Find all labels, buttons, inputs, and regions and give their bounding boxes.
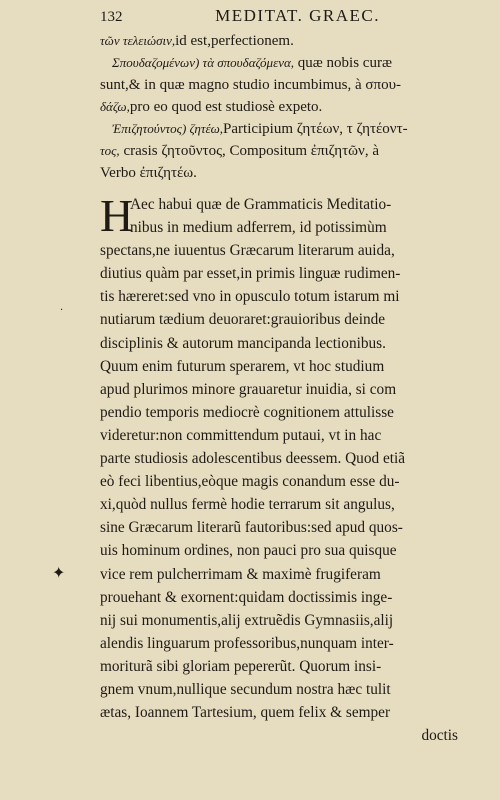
text-line: vice rem pulcherrimam & maximè frugiferam [100,565,381,583]
text-line: gnem vnum,nullique secundum nostra hæc tulit [100,680,391,698]
glossary-line [100,30,465,52]
ink-dot: ‧ [60,305,64,316]
text-line: tis hæreret:sed vno in opusculo totum istarum mi [100,288,400,306]
glossary-block [100,30,465,184]
greek-term: δάζω, [100,99,130,114]
glossary-line [100,162,465,184]
text-line: Quum enim futurum sperarem, vt hoc studium [100,357,385,375]
drop-cap-initial: H [100,190,134,241]
latin-gloss: quæ nobis curæ [297,55,392,71]
text-line: apud plurimos minore grauaretur inuidia, si com [100,380,397,398]
latin-gloss: Participium ζητέων, τ ζητέοντ- [223,121,408,137]
text-line: prouehant & exornent:quidam doctissimis inge- [100,588,393,606]
text-line: moriturã sibi gloriam pepererũt. Quorum insi- [100,657,382,675]
glossary-line [100,140,465,162]
running-title: MEDITAT. GRAEC. [215,6,380,25]
text-line: diutius quàm par esset,in primis linguæ rudimen- [100,265,401,283]
latin-gloss: sunt,& in quæ magno studio incumbimus, à σπου- [100,77,401,93]
text-line: videretur:non committendum putaui, vt in hac [100,426,382,444]
text-line: pendio temporis mediocrè cognitionem attulisse [100,403,394,421]
text-line: Aec habui quæ de Grammaticis Meditatio- [130,196,392,213]
greek-term: Ἐπιζητούντος) ζητέω, [112,121,224,136]
text-line: nij sui monumentis,alij extruẽdis Gymnasiis,alij [100,611,394,629]
latin-gloss: pro eo quod est studiosè expeto. [129,99,323,115]
greek-term: τος, [100,143,120,158]
manicule-mark: ✦ [52,563,66,582]
text-line: eò feci libentius,eòque magis conandum esse du- [100,473,400,491]
text-line: nutiarum tædium deuoraret:grauioribus deinde [100,311,386,329]
text-line: spectans,ne iuuentus Græcarum literarum auida, [100,242,395,260]
text-line: parte studiosis adolescentibus deessem. Quod etiã [100,450,406,468]
text-line: ætas, Ioannem Tartesium, quem felix & semper [100,704,391,722]
latin-gloss: id est,perfectionem. [175,33,294,49]
latin-gloss: Verbo ἐπιζητέω. [100,165,197,181]
text-line: uis hominum ordines, non pauci pro sua quisque [100,542,397,560]
catchword: doctis [421,727,458,745]
glossary-line [100,96,465,118]
latin-gloss: crasis ζητοῦντος, Compositum ἐπιζητῶν, à [123,143,379,159]
glossary-line [100,74,465,96]
main-text [100,190,468,747]
text-line: xi,quòd nullus fermè hodie terrarum sit angulus, [100,496,395,514]
text-line: disciplinis & autorum mancipanda lectionibus. [100,334,386,352]
text-line: alendis linguarum professoribus,nunquam inter- [100,634,394,652]
text-line: sine Græcarum literarũ fautoribus:sed apud quos- [100,519,403,537]
text-line: nibus in medium adferrem, id potissimùm [130,219,387,237]
running-head [100,6,460,26]
glossary-line [100,52,465,74]
glossary-line [100,118,465,140]
page-number: 132 [100,9,123,25]
greek-term: τῶν τελειώσιν, [100,33,176,48]
greek-term: Σπουδαζομένων) τὰ σπουδαζόμενα, [112,55,295,70]
